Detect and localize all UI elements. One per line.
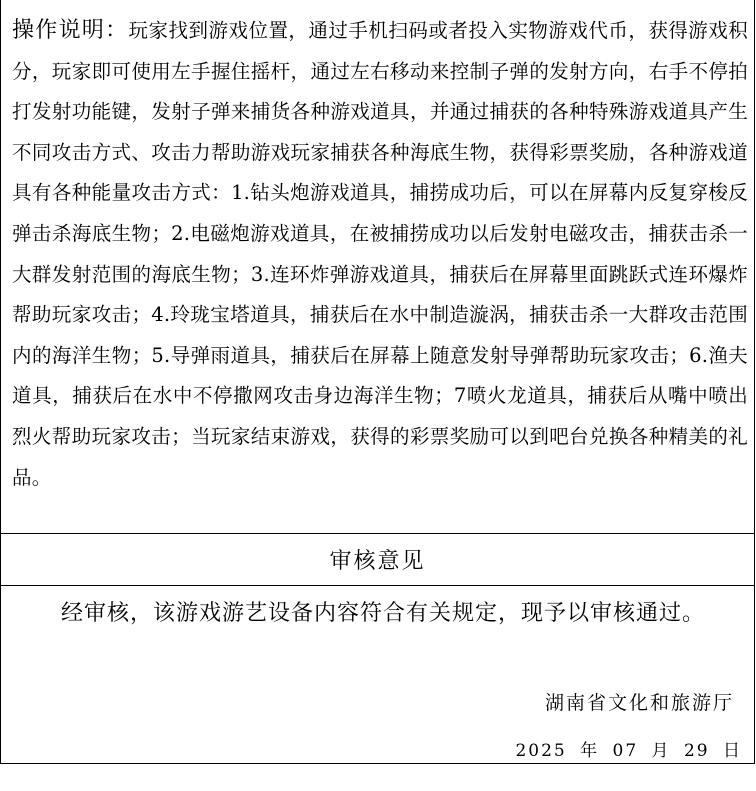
instructions-cell [1, 0, 754, 534]
review-opinion-text: 经审核，该游戏游艺设备内容符合有关规定，现予以审核通过。 [61, 601, 706, 626]
issuing-authority: 湖南省文化和旅游厅 [544, 692, 734, 714]
review-opinion-cell [1, 586, 754, 763]
instructions-label: 操作说明： [12, 18, 129, 43]
instructions-text: 玩家找到游戏位置，通过手机扫码或者投入实物游戏代币，获得游戏积分，玩家即可使用左手握住摇杆，通过左右移动来控制子弹的发射方向，右手不停拍打发射功能键，发射子弹来捕货各种游戏道具，并通过捕获的各种特殊游戏道具产生不同攻击方式、攻击力帮助游戏玩家捕获各种海底生物，获得彩票奖励，各种游戏道具有各种能量攻击方式：1.钻头炮游戏道具，捕捞成功后，可以在屏幕内反复穿梭反弹击杀海底生物；2.电磁炮游戏道具，在被捕捞成功以后发射电磁攻击，捕获击杀一大群发射范围的海底生物；3.连环炸弹游戏道具，捕获后在屏幕里面跳跃式连环爆炸帮助玩家攻击；4.玲珑宝塔道具，捕获后在水中制造漩涡，捕获击杀一大群攻击范围内的海洋生物；5.导弹雨道具，捕获后在屏幕上随意发射导弹帮助玩家攻击；6.渔夫道具，捕获后在水中不停撒网攻击身边海洋生物；7喷火龙道具，捕获后从嘴中喷出烈火帮助玩家攻击；当玩家结束游戏，获得的彩票奖励可以到吧台兑换各种精美的礼品。 [12, 19, 748, 489]
review-opinion-header [1, 534, 754, 586]
review-date: 2025 年 07 月 29 日 [515, 741, 742, 761]
review-opinion-title: 审核意见 [329, 549, 426, 574]
